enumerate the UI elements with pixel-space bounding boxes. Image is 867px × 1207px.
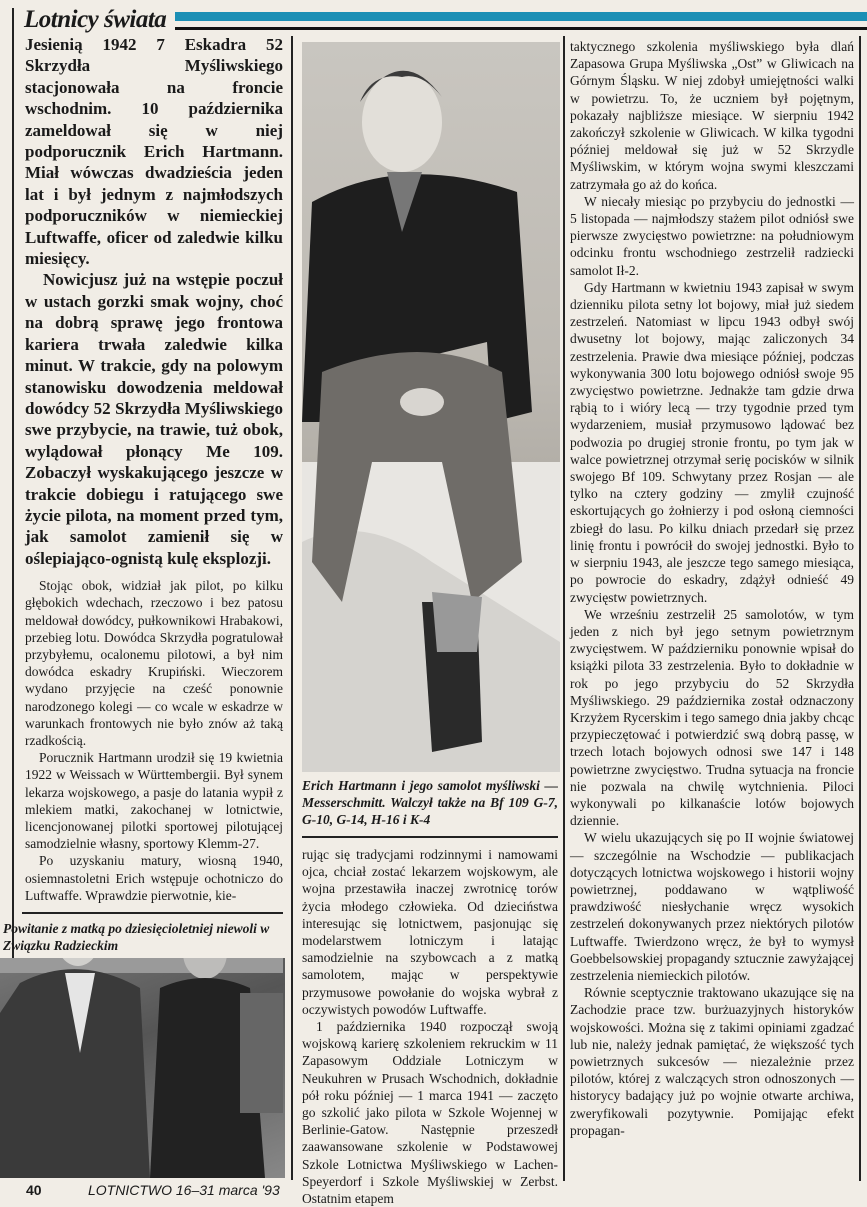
paragraph: taktycznego szkolenia myśliwskiego była dlań Zapasowa Grupa Myśliwska „Ost” w Gliwicach na Górnym Śląsku. W niej zdobył umiejętności walki w powietrzu. To, że uczniem był pojętnym, pokazały najbliższe miesiące. W sierpniu 1942 zakończył szkolenie w Gliwicach. W kilka tygodni później meldował się już w 52 Skrzydle Myśliwskim, w którym wojna swymi kleszczami zatrzymała go aż do końca. xyxy=(570,39,854,192)
article-column-right xyxy=(570,38,854,1139)
caption-rule xyxy=(302,836,558,838)
paragraph: W niecały miesiąc po przybyciu do jednostki — 5 listopada — najmłodszy stażem pilot odniósł swe pierwsze zwycięstwo powietrzne: na południowym odcinku frontu wschodniego zestrzelił radziecki samolot Ił-2. xyxy=(570,193,854,278)
photo-greeting-mother xyxy=(0,958,285,1178)
paragraph: Po uzyskaniu matury, wiosną 1940, osiemnastoletni Erich wstępuje ochotniczo do Luftwaffe. Wprawdzie pierwotnie, kie- xyxy=(25,853,283,903)
article-column-middle xyxy=(302,846,558,1207)
photo-erich-hartmann xyxy=(302,42,560,772)
section-title: Lotnicy świata xyxy=(24,6,167,33)
middle-column-stack xyxy=(302,42,558,1207)
lead-paragraph: Jesienią 1942 7 Eskadra 52 Skrzydła Myśliwskiego stacjonowała na froncie wschodnim. 10 października zameldował się w niej podporucznik Erich Hartmann. Miał wówczas dwadzieścia jeden lat i był jednym z najmłodszych podporuczników w niemieckiej Luftwaffe, oficer od zaledwie kilku miesięcy. xyxy=(25,35,283,269)
paragraph: We wrześniu zestrzelił 25 samolotów, w tym jeden z nich był jego setnym powietrznym zwycięstwem. W październiku ponownie wpisał do książki pilota 33 zestrzelenia. Było to dokładnie w rok po jego przybyciu do 52 Skrzydła Myśliwskiego. 29 października został odznaczony Krzyżem Rycerskim i tego samego dnia jakby chcąc przypieczętować i potwierdzić swą dobrą passę, w trzech lotach bojowych odnosi swe 147 i 148 powietrzne zwycięstwo. Trudna sytuacja na froncie nie pozwala na chwilę wytchnienia. Piloci wykonywali po kilkanaście lotów bojowych dziennie. xyxy=(570,606,854,829)
column-rule xyxy=(859,36,861,1181)
photo-image xyxy=(302,42,560,772)
page-number: 40 xyxy=(26,1182,42,1198)
lead-paragraph: Nowicjusz już na wstępie poczuł w ustach gorzki smak wojny, choć na dobrą sprawę jego frontowa kariera trwała zaledwie kilka minut. W trakcie, gdy na polowym stanowisku dowodzenia meldował dowódcy 52 Skrzydła Myśliwskiego swe przybycie, na trawie, tuż obok, wylądował płonący Me 109. Zobaczył wyskakującego jeszcze w trakcie dobiegu i ratującego swe życie pilota, na moment przed tym, jak samolot zamienił się w oślepiająco-ognistą kulę eksplozji. xyxy=(25,270,283,568)
paragraph: rując się tradycjami rodzinnymi i namowami ojca, chciał zostać lekarzem wojskowym, ale wojna przestawiła inaczej zwrotnicę torów życia młodego człowieka. Od dzieciństwa interesując się lotnictwem, pasjonując się modelarstwem lotniczym i latając samodzielnie na szybowcach a z matką samolotem, mając w perspektywie przymusowe powołanie do wojska wybrał z oczywistych powodów Luftwaffe. xyxy=(302,847,558,1017)
magazine-issue: LOTNICTWO 16–31 marca '93 xyxy=(88,1182,280,1198)
paragraph: Stojąc obok, widział jak pilot, po kilku głębokich wdechach, rzeczowo i bez patosu meldował dowódcy, pułkownikowi Hrabakowi, przebieg lotu. Dowódca Skrzydła pogratulował przybyłemu, ocalonemu pilotowi, a był nim dowódca eskadry Krupiński. Wieczorem wydano przyjęcie na cześć ponownie narodzonego kolegi — co wcale w eskadrze w warunkach frontowych nie było znów aż taką rzadkością. xyxy=(25,578,283,748)
bottom-photo-caption: Powitanie z matką po dziesięcioletniej niewoli w Związku Radzieckim xyxy=(3,921,270,954)
column-rule xyxy=(291,36,293,1180)
paragraph: Równie sceptycznie traktowano ukazujące się na Zachodzie prace tzw. burżuazyjnych historyków wojskowości. Można się z takimi opiniami zgadzać lub nie, należy jednak pamiętać, że większość tych powietrznych sukcesów — niezależnie przez pilotów, której z walczących stron odnoszonych — historycy badający już po wojnie otwarte archiwa, zweryfikowali pozytywnie. Pomijając efekt propagan- xyxy=(570,985,854,1138)
column-rule xyxy=(563,36,565,1181)
header-rule xyxy=(175,27,867,30)
article-column-left xyxy=(0,577,285,904)
photo-image xyxy=(0,958,283,1178)
left-column-stack xyxy=(0,34,285,1178)
lead-paragraphs xyxy=(0,34,285,569)
paragraph: 1 października 1940 rozpoczął swoją wojskową karierę szkoleniem rekruckim w 11 Zapasowym Oddziale Lotniczym w Neukuhren w Prusach Wschodnich, dokładnie pół roku później — 1 marca 1941 — zaczęto go szkolić jako pilota w Szkole Wojennej w Berlinie-Gatow. Następnie przeszedł zaawansowane szkolenie w Podstawowej Szkole Lotnictwa Myśliwskiego w Lachen-Speyerdorf i Szkole Myśliwskiej w Zerbst. Ostatnim etapem xyxy=(302,1019,558,1207)
header-accent-bar xyxy=(175,12,867,21)
main-photo-caption: Erich Hartmann i jego samolot myśliwski — Messerschmitt. Walczył także na Bf 109 G-7, G-10, G-14, H-16 i K-4 xyxy=(302,778,558,827)
paragraph: Porucznik Hartmann urodził się 19 kwietnia 1922 w Weissach w Württembergii. Był synem lekarza wojskowego, a pasje do latania wypił z mlekiem matki, zakochanej w lotnictwie, licencjonowanej pilotki sportowej pilotującej samodzielnie własny, sportowy Klemm-27. xyxy=(25,750,283,852)
paragraph: W wielu ukazujących się po II wojnie światowej — szczególnie na Wschodzie — publikacjach dotyczących lotnictwa wojskowego i historii wojny powietrznej, poddawano w wątpliwość prawdziwość niesłychanie wręcz wysokich zestrzeleń dokonywanych przez niektórych pilotów Luftwaffe. Twierdzono wręcz, że był to wymysł Goebbelsowskiej propagandy sztucznie zawyżającej zestrzelenia niemieckich pilotów. xyxy=(570,830,854,983)
paragraph: Gdy Hartmann w kwietniu 1943 zapisał w swym dzienniku pilota setny lot bojowy, miał już siedem zestrzeleń. Natomiast w lipcu 1943 odbył swój dwusetny lot bojowy, mając zaliczonych 34 zestrzelenia. Prawie dwa miesiące później, podczas wykonywania 300 lotu bojowego odniósł swoje 95 zwycięstwo powietrzne. Jednakże tam gdzie drwa rąbią to i wióry lecą — trzy tygodnie przed tym wydarzeniem, musiał przymusowo lądować bez podwozia po drugiej stronie frontu, po tym jak w walce powietrznej otrzymał serię pocisków w silnik swojego Bf 109. Schwytany przez Rosjan — ale tylko na cztery godziny — zmylił czujność eskortujących go żołnierzy i pod osłoną ciemności zbiegł do lasu. Po kilku dniach przedarł się przez linię frontu i powrócił do swojej jednostki. Było to w sierpniu 1943, ale jeszcze tego samego miesiąca, po powrocie do eskadry, zdążył odnieść 49 zwycięstw powietrznych. xyxy=(570,279,854,605)
caption-rule xyxy=(22,912,283,914)
